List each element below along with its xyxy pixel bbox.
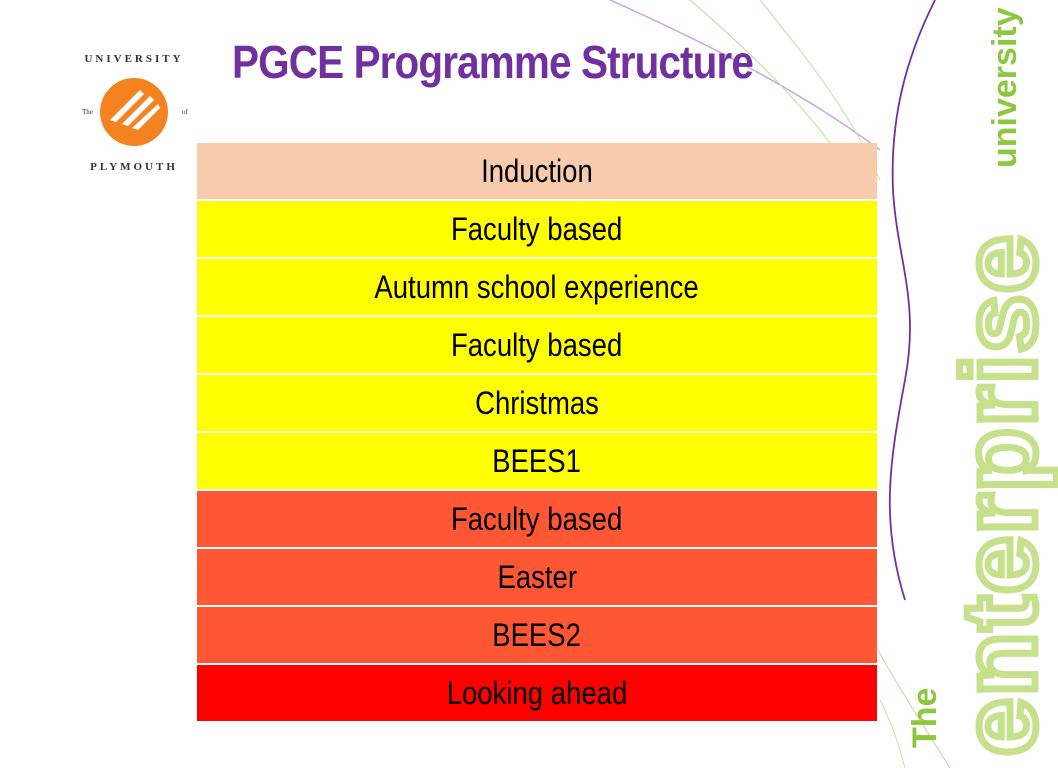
schedule-row [197, 201, 877, 259]
svg-text:PLYMOUTH: PLYMOUTH [90, 161, 178, 173]
schedule-row-label: BEES1 [492, 442, 582, 479]
schedule-row [197, 259, 877, 317]
schedule-row [197, 375, 877, 433]
svg-text:The: The [82, 108, 93, 116]
schedule-row [197, 433, 877, 491]
brand-the-text: The [906, 687, 944, 748]
brand-university-text: university [986, 7, 1024, 168]
programme-schedule-table [197, 143, 877, 721]
schedule-row-label: Faculty based [451, 210, 623, 247]
brand-enterprise-text: enterprise [942, 233, 1058, 756]
schedule-row-label: Induction [481, 152, 593, 189]
schedule-row [197, 491, 877, 549]
schedule-row [197, 143, 877, 201]
schedule-row [197, 317, 877, 375]
schedule-row [197, 607, 877, 665]
schedule-row-label: Christmas [475, 384, 599, 421]
schedule-row-label: Easter [497, 558, 577, 595]
page-title: PGCE Programme Structure [232, 36, 754, 88]
schedule-row-label: Faculty based [451, 326, 623, 363]
university-of-plymouth-logo [70, 48, 198, 176]
schedule-row [197, 665, 877, 721]
svg-text:of: of [182, 108, 188, 116]
schedule-row-label: Faculty based [451, 500, 623, 537]
schedule-row-label: BEES2 [492, 616, 582, 653]
schedule-row [197, 549, 877, 607]
svg-text:UNIVERSITY: UNIVERSITY [84, 53, 184, 65]
schedule-row-label: Autumn school experience [374, 268, 700, 305]
schedule-row-label: Looking ahead [446, 674, 628, 711]
